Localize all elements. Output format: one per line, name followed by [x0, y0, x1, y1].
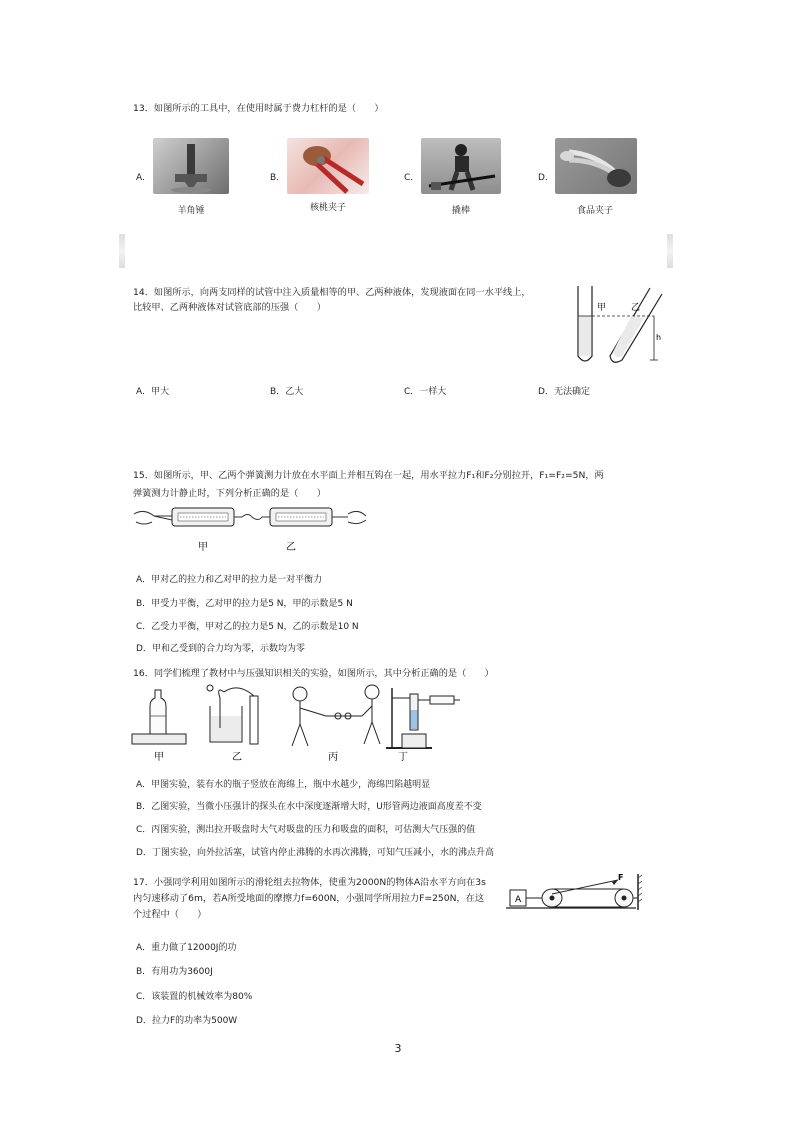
q14-option-d-text: 无法确定: [553, 387, 590, 397]
q16-label-bing: 丙: [328, 752, 338, 763]
q14-option-a-letter: A．: [136, 387, 152, 397]
q17-option-a-letter: A．: [136, 943, 152, 953]
q15-stem-line1: 15．如图所示，甲、乙两个弹簧测力计放在水平面上并相互钩在一起，用水平拉力F₁和F₂分别拉开，F₁=F₂=5N，两: [133, 470, 604, 481]
q17-stem-line3: 个过程中（ ）: [133, 909, 207, 920]
q16-option-b-text: 乙图实验，当微小压强计的探头在水中深度逐渐增大时，U形管两边液面高度差不变: [151, 802, 482, 812]
q14-label-yi: 乙: [631, 303, 641, 313]
q14-option-b: [270, 384, 303, 397]
q15-option-b: [136, 596, 353, 609]
q15-option-b-text: 甲受力平衡，乙对甲的拉力是5 N，甲的示数是5 N: [151, 599, 353, 609]
q15-option-a-letter: A．: [136, 575, 152, 585]
q15-option-c-letter: C．: [136, 622, 152, 632]
q14-option-a: [136, 384, 169, 397]
q17-option-a-text: 重力做了12000J的功: [151, 943, 237, 953]
q15-label-jia: 甲: [198, 542, 208, 553]
q17-stem-line1: 17．小强同学利用如图所示的滑轮组去拉物体，使重为2000N的物体A沿水平方向在3s: [133, 877, 486, 888]
q14-option-c-text: 一样大: [419, 387, 447, 397]
q14-option-b-text: 乙大: [285, 387, 304, 397]
q16-option-c-letter: C．: [136, 825, 152, 835]
claw-hammer-photo: [153, 138, 229, 194]
q17-option-d-text: 拉力F的功率为500W: [151, 1016, 238, 1026]
q13-option-d-letter: D．: [538, 173, 554, 183]
q17-option-c: [136, 989, 252, 1002]
q16-label-yi: 乙: [232, 752, 242, 763]
nutcracker-photo: [287, 138, 369, 194]
q17-label-a: A: [515, 895, 522, 905]
q17-option-a: [136, 940, 236, 953]
q13-option-c-letter: C．: [404, 173, 420, 183]
q15-option-c-text: 乙受力平衡，甲对乙的拉力是5 N，乙的示数是10 N: [151, 622, 359, 632]
page-number: 3: [394, 1042, 402, 1055]
q17-label-f: F: [618, 873, 624, 882]
food-tongs-photo: [555, 138, 637, 194]
q17-option-b-letter: B．: [136, 967, 152, 977]
scan-edge-left: [119, 234, 125, 268]
q15-label-yi: 乙: [286, 542, 296, 553]
q13-option-c-caption: 撬棒: [451, 206, 470, 216]
q17-option-b: [136, 964, 213, 977]
q13-option-b-letter: B．: [270, 173, 286, 183]
q17-option-c-letter: C．: [136, 992, 152, 1002]
q16-option-c: [136, 822, 475, 835]
q14-test-tube-figure: [566, 282, 670, 368]
q15-option-c: [136, 619, 359, 632]
q16-option-c-text: 丙图实验，测出拉开吸盘时大气对吸盘的压力和吸盘的面积，可估测大气压强的值: [151, 825, 476, 835]
q17-option-b-text: 有用功为3600J: [151, 967, 213, 977]
crowbar-photo: [421, 138, 501, 194]
q15-option-b-letter: B．: [136, 599, 152, 609]
scan-edge-right: [667, 234, 673, 268]
q16-stem: 16．同学们梳理了教材中与压强知识相关的实验，如图所示，其中分析正确的是（ ）: [133, 668, 494, 679]
q17-stem-line2: 内匀速移动了6m，若A所受地面的摩擦力f=600N，小强同学所用拉力F=250N，在这: [133, 893, 485, 904]
q15-stem-line2: 弹簧测力计静止时，下列分析正确的是（ ）: [133, 488, 326, 499]
q14-label-jia: 甲: [597, 303, 607, 313]
q16-option-b: [136, 799, 482, 812]
q14-option-d: [538, 384, 590, 397]
q16-label-ding: 丁: [398, 752, 408, 763]
q16-option-d: [136, 845, 494, 858]
q14-option-a-text: 甲大: [151, 387, 170, 397]
q13-option-a-letter: A．: [136, 173, 152, 183]
q14-option-b-letter: B．: [270, 387, 286, 397]
q16-label-jia: 甲: [154, 752, 164, 763]
q14-stem-line2: 比较甲、乙两种液体对试管底部的压强（ ）: [133, 302, 326, 313]
q17-pulley-figure: [506, 872, 642, 912]
q15-option-a: [136, 572, 322, 585]
q14-label-h: h: [656, 333, 662, 342]
q16-option-d-letter: D．: [136, 848, 152, 858]
q16-option-b-letter: B．: [136, 802, 152, 812]
q15-option-d: [136, 641, 305, 654]
q15-option-d-letter: D．: [136, 644, 152, 654]
q15-option-a-text: 甲对乙的拉力和乙对甲的拉力是一对平衡力: [151, 575, 323, 585]
q15-option-d-text: 甲和乙受到的合力均为零，示数均为零: [151, 644, 305, 654]
q16-pressure-experiments-figure: [130, 682, 460, 764]
q16-option-a-letter: A．: [136, 780, 152, 790]
q15-spring-scales-figure: [132, 502, 368, 554]
q13-option-b-caption: 核桃夹子: [309, 203, 346, 213]
q14-option-d-letter: D．: [538, 387, 554, 397]
q14-option-c: [404, 384, 446, 397]
q14-stem-line1: 14．如图所示，向两支同样的试管中注入质量相等的甲、乙两种液体，发现液面在同一水平线上，: [133, 287, 531, 298]
q17-option-d-letter: D．: [136, 1016, 152, 1026]
q16-option-d-text: 丁图实验，向外拉活塞，试管内停止沸腾的水再次沸腾，可知气压减小，水的沸点升高: [151, 848, 494, 858]
q16-option-a-text: 甲图实验，装有水的瓶子竖放在海绵上，瓶中水越少，海绵凹陷越明显: [151, 780, 431, 790]
q13-stem: 13．如图所示的工具中，在使用时属于费力杠杆的是（ ）: [133, 103, 384, 114]
q16-option-a: [136, 777, 430, 790]
q17-option-c-text: 该装置的机械效率为80%: [151, 992, 253, 1002]
q13-option-d-caption: 食品夹子: [576, 206, 613, 216]
q14-option-c-letter: C．: [404, 387, 420, 397]
q13-option-a-caption: 羊角锤: [177, 206, 205, 216]
q17-option-d: [136, 1013, 237, 1026]
